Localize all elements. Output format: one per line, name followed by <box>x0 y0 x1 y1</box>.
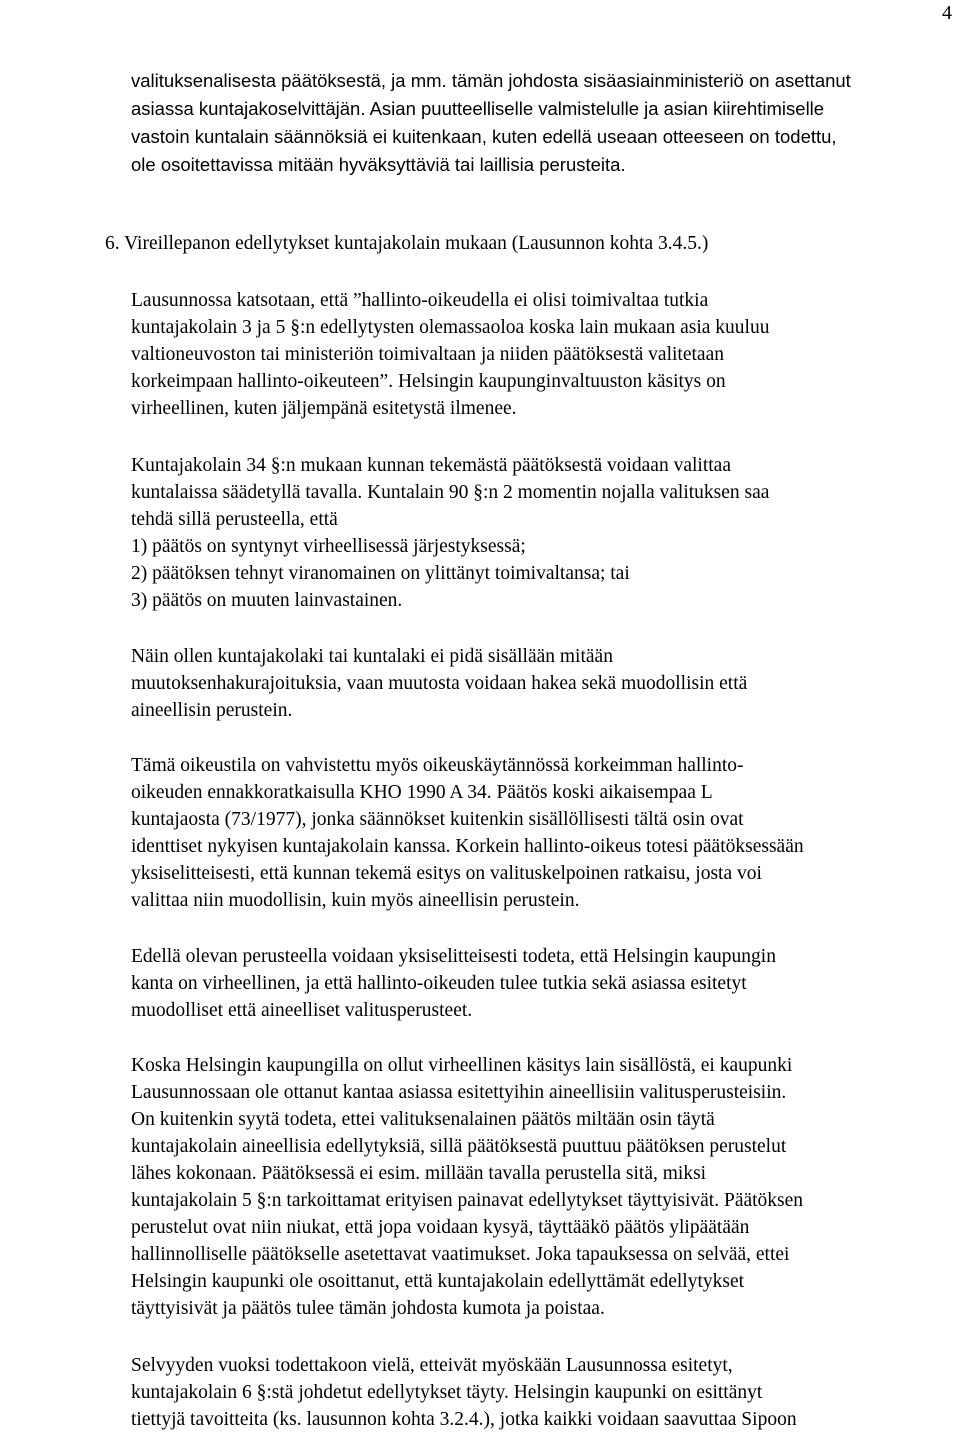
text-line: identtiset nykyisen kuntajakolain kanssa. Korkein hallinto-oikeus totesi päätöksessään <box>131 836 804 857</box>
text-line: tiettyjä tavoitteita (ks. lausunnon kohta 3.2.4.), jotka kaikki voidaan saavuttaa Sipoon <box>131 1409 797 1430</box>
section-heading: 6. Vireillepanon edellytykset kuntajakolain mukaan (Lausunnon kohta 3.4.5.) <box>105 233 709 254</box>
text-line: valittaa niin muodollisin, kuin myös aineellisin perustein. <box>131 890 580 911</box>
paragraph-3 <box>131 643 946 724</box>
text-line: Lausunnossa katsotaan, että ”hallinto-oikeudella ei olisi toimivaltaa tutkia <box>131 290 709 311</box>
text-line: Edellä olevan perusteella voidaan yksiselitteisesti todeta, että Helsingin kaupungin <box>131 946 776 967</box>
text-line: aineellisin perustein. <box>131 700 293 721</box>
paragraph-6 <box>131 1052 946 1322</box>
text-line: Selvyyden vuoksi todettakoon vielä, etteivät myöskään Lausunnossa esitetyt, <box>131 1355 733 1376</box>
text-line: Lausunnossaan ole ottanut kantaa asiassa esitettyihin aineellisiin valitusperusteisiin. <box>131 1082 787 1103</box>
text-line: Kuntajakolain 34 §:n mukaan kunnan tekemästä päätöksestä voidaan valittaa <box>131 455 731 476</box>
text-line: hallinnolliselle päätökselle asetettavat vaatimukset. Joka tapauksessa on selvää, ettei <box>131 1244 790 1265</box>
text-line: On kuitenkin syytä todeta, ettei valituksenalainen päätös miltään osin täytä <box>131 1109 715 1130</box>
text-line: oikeuden ennakkoratkaisulla KHO 1990 A 34. Päätös koski aikaisempaa L <box>131 782 713 803</box>
list-item: 1) päätös on syntynyt virheellisessä järjestyksessä; <box>131 536 526 557</box>
text-line: valituksenalisesta päätöksestä, ja mm. tämän johdosta sisäasiainministeriö on asettanut <box>131 70 851 91</box>
text-line: kuntalaissa säädetyllä tavalla. Kuntalain 90 §:n 2 momentin nojalla valituksen saa <box>131 482 770 503</box>
text-line: täyttyisivät ja päätös tulee tämän johdosta kumota ja poistaa. <box>131 1298 605 1319</box>
text-line: korkeimpaan hallinto-oikeuteen”. Helsingin kaupunginvaltuuston käsitys on <box>131 371 726 392</box>
paragraph-2 <box>131 452 946 614</box>
text-line: kuntajakolain aineellisia edellytyksiä, sillä päätöksestä puuttuu päätöksen perustelut <box>131 1136 787 1157</box>
text-line: Tämä oikeustila on vahvistettu myös oikeuskäytännössä korkeimman hallinto- <box>131 755 744 776</box>
paragraph-7 <box>131 1352 946 1433</box>
text-line: muodolliset että aineelliset valitusperusteet. <box>131 1000 473 1021</box>
text-line: yksiselitteisesti, että kunnan tekemä esitys on valituskelpoinen ratkaisu, josta voi <box>131 863 762 884</box>
text-line: Helsingin kaupunki ole osoittanut, että kuntajakolain edellyttämät edellytykset <box>131 1271 745 1292</box>
paragraph-1 <box>131 287 946 422</box>
text-line: kuntajakolain 5 §:n tarkoittamat erityisen painavat edellytykset täyttyisivät. Päätöksen <box>131 1190 804 1211</box>
text-line: tehdä sillä perusteella, että <box>131 509 338 530</box>
text-line: virheellinen, kuten jäljempänä esitetystä ilmenee. <box>131 398 517 419</box>
text-line: kuntajaosta (73/1977), jonka säännökset kuitenkin sisällöllisesti tältä osin ovat <box>131 809 744 830</box>
paragraph-4 <box>131 752 946 914</box>
text-line: perustelut ovat niin niukat, että jopa voidaan kysyä, täyttääkö päätös ylipäätään <box>131 1217 750 1238</box>
text-line: asiassa kuntajakoselvittäjän. Asian puutteelliselle valmistelulle ja asian kiirehtimiselle <box>131 98 825 119</box>
list-item: 2) päätöksen tehnyt viranomainen on ylittänyt toimivaltansa; tai <box>131 563 630 584</box>
text-line: Näin ollen kuntajakolaki tai kuntalaki ei pidä sisällään mitään <box>131 646 613 667</box>
text-line: kuntajakolain 3 ja 5 §:n edellytysten olemassaoloa koska lain mukaan asia kuuluu <box>131 317 770 338</box>
paragraph-5 <box>131 943 946 1024</box>
text-line: vastoin kuntalain säännöksiä ei kuitenkaan, kuten edellä useaan otteeseen on todettu, <box>131 126 837 147</box>
page-number: 4 <box>942 2 952 24</box>
text-line: muutoksenhakurajoituksia, vaan muutosta voidaan hakea sekä muodollisin että <box>131 673 748 694</box>
text-line: lähes kokonaan. Päätöksessä ei esim. millään tavalla perustella sitä, miksi <box>131 1163 707 1184</box>
text-line: kanta on virheellinen, ja että hallinto-oikeuden tulee tutkia sekä asiassa esitetyt <box>131 973 747 994</box>
intro-paragraph <box>131 67 946 179</box>
list-item: 3) päätös on muuten lainvastainen. <box>131 590 403 611</box>
text-line: kuntajakolain 6 §:stä johdetut edellytykset täyty. Helsingin kaupunki on esittänyt <box>131 1382 763 1403</box>
text-line: Koska Helsingin kaupungilla on ollut virheellinen käsitys lain sisällöstä, ei kaupunki <box>131 1055 793 1076</box>
text-line: ole osoitettavissa mitään hyväksyttäviä tai laillisia perusteita. <box>131 154 626 175</box>
text-line: valtioneuvoston tai ministeriön toimivaltaan ja niiden päätöksestä valitetaan <box>131 344 724 365</box>
